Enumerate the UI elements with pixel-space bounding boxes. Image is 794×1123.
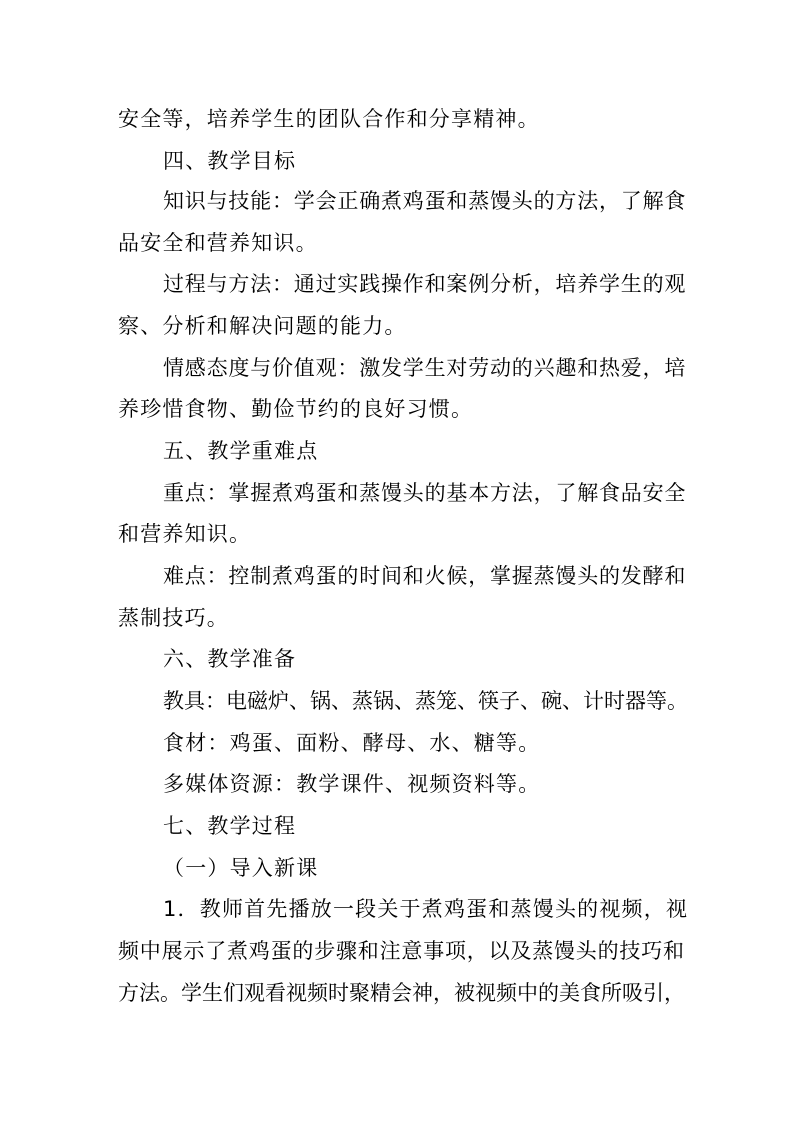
text-line: 品安全和营养知识。 — [118, 231, 318, 255]
text-line: 过程与方法：通过实践操作和案例分析，培养学生的观 — [163, 272, 687, 296]
section-heading: 五、教学重难点 — [163, 439, 319, 463]
subsection-heading: （一）导入新课 — [163, 856, 319, 880]
text-line: 情感态度与价值观：激发学生对劳动的兴趣和热爱，培 — [163, 356, 687, 380]
section-heading: 六、教学准备 — [163, 647, 297, 671]
text-line: 方法。学生们观看视频时聚精会神，被视频中的美食所吸引， — [118, 981, 685, 1005]
text-line: 察、分析和解决问题的能力。 — [118, 314, 407, 338]
text-line: 安全等，培养学生的团队合作和分享精神。 — [118, 107, 540, 131]
text-line: 蒸制技巧。 — [118, 606, 229, 630]
text-line: 养珍惜食物、勤俭节约的良好习惯。 — [118, 397, 474, 421]
section-heading: 四、教学目标 — [163, 149, 297, 173]
text-line: 食材：鸡蛋、面粉、酵母、水、糖等。 — [163, 731, 541, 755]
text-line: 1．教师首先播放一段关于煮鸡蛋和蒸馒头的视频，视 — [163, 897, 689, 921]
text-line: 频中展示了煮鸡蛋的步骤和注意事项，以及蒸馒头的技巧和 — [118, 939, 685, 963]
text-line: 知识与技能：学会正确煮鸡蛋和蒸馒头的方法，了解食 — [163, 189, 687, 213]
text-line: 和营养知识。 — [118, 522, 252, 546]
text-line: 难点：控制煮鸡蛋的时间和火候，掌握蒸馒头的发酵和 — [163, 564, 687, 588]
text-line: 重点：掌握煮鸡蛋和蒸馒头的基本方法，了解食品安全 — [163, 481, 687, 505]
section-heading: 七、教学过程 — [163, 814, 297, 838]
text-line: 多媒体资源：教学课件、视频资料等。 — [163, 772, 541, 796]
text-line: 教具：电磁炉、锅、蒸锅、蒸笼、筷子、碗、计时器等。 — [163, 689, 688, 713]
